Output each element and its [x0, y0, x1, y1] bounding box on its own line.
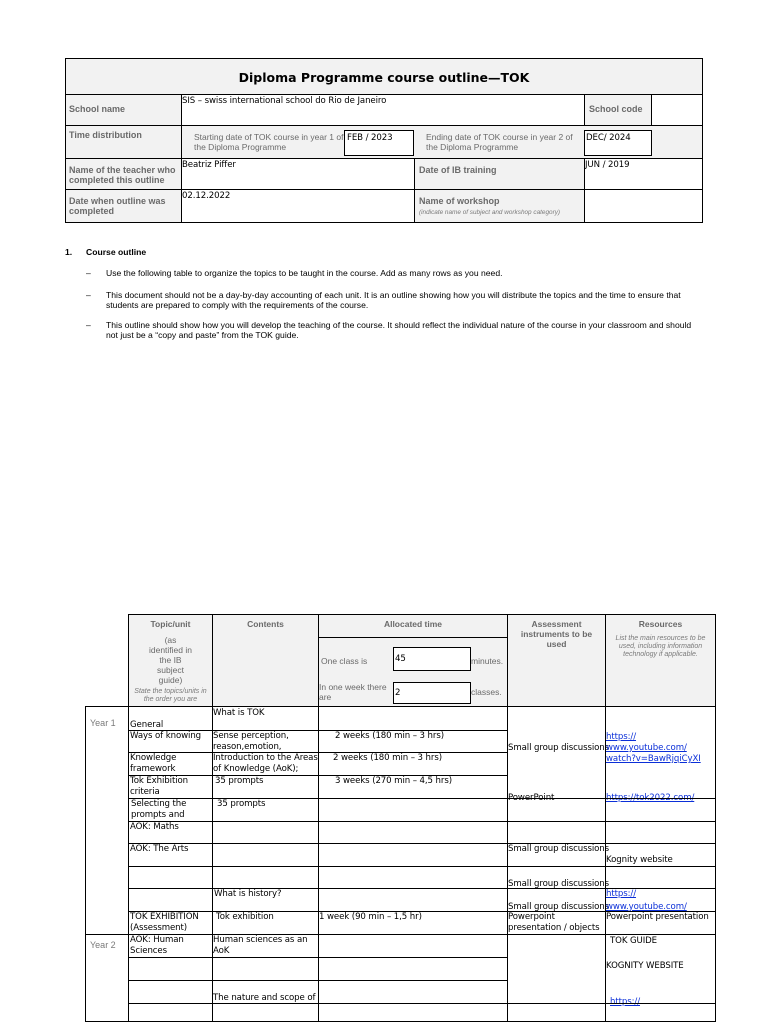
header-topic-hint: State the topics/units in the order you are [134, 688, 207, 703]
table-row-time [318, 706, 508, 731]
school-code-label-cell [584, 94, 652, 126]
table-row-resources [605, 934, 716, 1007]
week-value: 2 [395, 688, 401, 698]
cell-assessment: Small group discussions [508, 844, 610, 854]
workshop-label: Name of workshop [419, 196, 500, 206]
start-date-field[interactable] [344, 130, 414, 156]
header-resources-hint: List the main resources to be used, including information technology if applicable. [615, 635, 706, 658]
title-row [65, 58, 703, 95]
workshop-field[interactable] [584, 189, 703, 223]
table-row-time [318, 843, 508, 867]
header-topic: Topic/unit [150, 619, 191, 629]
table-row-topic [128, 934, 213, 958]
table-row-contents [212, 888, 319, 912]
ib-training-field[interactable] [584, 158, 703, 190]
week-input[interactable] [393, 682, 471, 704]
header-topic-cell [128, 614, 213, 707]
ib-training-value: JUN / 2019 [585, 160, 630, 170]
header-assessment-cell [507, 614, 606, 707]
header-contents-cell [212, 614, 319, 707]
table-row-time [318, 957, 508, 981]
time-distribution-cell [181, 125, 703, 159]
bullet-1: Use the following table to organize the topics to be taught in the course. Add as many rows as you need. [106, 268, 503, 278]
one-class-label: One class is [321, 656, 368, 666]
school-code-label: School code [589, 104, 643, 114]
youtube-link[interactable]: https:// www.youtube.com/ watch?v=BawRjqiCyXI [606, 732, 701, 764]
table-row-contents [212, 798, 319, 822]
start-date-label: Starting date of TOK course in year 1 of the Diploma Programme [194, 132, 344, 152]
table-row-topic [128, 775, 213, 799]
table-row-topic [128, 911, 213, 935]
table-row-topic [128, 798, 213, 822]
teacher-label-cell [65, 158, 182, 190]
year1-label: Year 1 [90, 718, 116, 728]
resource-link[interactable]: https:// [610, 997, 641, 1007]
cell-contents: The nature and scope of [213, 993, 316, 1003]
year2-cell [85, 934, 129, 1022]
time-distribution-label-cell [65, 125, 182, 159]
completed-label-cell [65, 189, 182, 223]
table-row-time [318, 1003, 508, 1022]
table-row-time [318, 821, 508, 844]
bullet-dash: – [86, 268, 91, 278]
cell-contents: What is TOK [213, 708, 265, 718]
ib-training-label: Date of IB training [419, 165, 497, 175]
one-class-value: 45 [395, 654, 406, 664]
table-row-assessment [507, 706, 610, 803]
table-row-resources [605, 911, 716, 935]
table-row-assessment [507, 866, 610, 889]
table-row-contents [212, 1003, 319, 1022]
table-row-topic [128, 1003, 213, 1022]
table-row-resources [605, 1003, 716, 1022]
cell-contents: Sense perception, reason,emotion, [213, 731, 289, 752]
section-heading: Course outline [86, 247, 147, 257]
completed-value: 02.12.2022 [182, 191, 231, 201]
cell-assessment: Small group discussions [508, 879, 610, 889]
table-row-resources [605, 798, 716, 822]
table-row-contents [212, 752, 319, 776]
table-row-time [318, 911, 508, 935]
ib-training-label-cell [414, 158, 585, 190]
table-row-time [318, 866, 508, 889]
cell-topic: Selecting the prompts and [131, 799, 187, 820]
cell-assessment-cut: PowerPoint [508, 793, 555, 803]
week-label: In one week there are [319, 682, 387, 702]
cell-resources: Kognity website [606, 855, 673, 865]
table-row-time [318, 775, 508, 799]
cell-contents: Introduction to the Areas of Knowledge (AoK); [213, 753, 318, 774]
youtube-link[interactable]: https:// [606, 889, 637, 899]
table-row-time [318, 730, 508, 753]
cell-topic: Tok Exhibition criteria [130, 776, 189, 797]
table-row-topic [128, 866, 213, 889]
table-row-assessment [507, 1003, 606, 1022]
cell-topic: AOK: Human Sciences [130, 935, 184, 956]
table-row-resources [605, 888, 716, 912]
cell-time: 2 weeks (180 min – 3 hrs) [335, 731, 444, 741]
bullet-3: This outline should show how you will develop the teaching of the course. It should reflect the individual nature of the course in your classroom and should not just be a “copy and paste” from the TOK guide. [106, 320, 692, 340]
table-row-contents [212, 866, 319, 889]
table-row-time [318, 934, 508, 958]
table-row-topic [128, 843, 213, 867]
year2-label: Year 2 [90, 940, 116, 950]
table-row-topic [128, 821, 213, 844]
tok-link[interactable]: https://tok2022.com/ [606, 793, 695, 803]
end-date-label: Ending date of TOK course in year 2 of the Diploma Programme [426, 132, 573, 152]
cell-contents: 35 prompts [217, 799, 266, 809]
classes-label: classes. [471, 687, 502, 697]
cell-resources: Powerpoint presentation [606, 912, 709, 922]
end-date-field[interactable] [584, 130, 652, 156]
table-row-assessment [507, 798, 606, 822]
start-date-value: FEB / 2023 [347, 133, 393, 143]
table-row-contents [212, 775, 319, 799]
cell-resources: TOK GUIDE [610, 936, 658, 946]
cell-topic: AOK: Maths [130, 822, 179, 832]
school-code-field[interactable] [651, 94, 703, 126]
table-row-topic [128, 730, 213, 753]
table-row-contents [212, 911, 319, 935]
cell-contents: Tok exhibition [216, 912, 274, 922]
cell-assessment: Small group discussions [508, 902, 610, 912]
table-row-assessment [507, 888, 610, 912]
teacher-field[interactable] [181, 158, 415, 190]
cell-topic: AOK: The Arts [130, 844, 189, 854]
table-row-assessment [507, 821, 606, 844]
header-resources-cell [605, 614, 716, 707]
cell-topic: Knowledge framework [130, 753, 177, 774]
cell-assessment: Small group discussions [508, 743, 610, 753]
school-name-label: School name [69, 104, 126, 114]
minutes-label: minutes. [471, 656, 504, 666]
cell-time: 2 weeks (180 min – 3 hrs) [333, 753, 442, 763]
school-name-field[interactable] [181, 94, 585, 126]
header-time-cell [318, 614, 508, 707]
bullet-2: This document should not be a day-by-day accounting of each unit. It is an outline showing how you will distribute the topics and the time to ensure that students are prepared to comply with the requirements of the course. [106, 290, 681, 310]
completed-label: Date when outline was completed [69, 196, 166, 216]
completed-field[interactable] [181, 189, 415, 223]
table-row-assessment [507, 843, 610, 867]
cell-time: 3 weeks (270 min – 4,5 hrs) [335, 776, 452, 786]
table-row-time [318, 980, 508, 1004]
table-row-topic [128, 752, 213, 776]
section-number: 1. [65, 247, 73, 257]
table-row-assessment [507, 934, 606, 1004]
table-row-topic [128, 980, 213, 1004]
header-contents: Contents [247, 619, 284, 629]
table-row-resources [605, 706, 716, 803]
cell-time: 1 week (90 min – 1,5 hr) [319, 912, 422, 922]
cell-contents: 35 prompts [215, 776, 264, 786]
teacher-value: Beatriz Piffer [182, 160, 236, 170]
table-row-resources [605, 821, 716, 844]
cell-topic: Ways of knowing [130, 731, 202, 741]
table-row-time [318, 752, 508, 776]
year1-cell [85, 706, 129, 935]
bullet-dash: – [86, 320, 91, 330]
one-class-input[interactable] [393, 647, 471, 671]
table-row-contents [212, 821, 319, 844]
school-name-value: SIS – swiss international school do Rio de Janeiro [182, 96, 387, 106]
table-row-topic [128, 888, 213, 912]
header-time: Allocated time [383, 619, 443, 629]
cell-topic: TOK EXHIBITION (Assessment) [130, 912, 199, 933]
header-resources: Resources [638, 619, 683, 629]
table-row-contents [212, 957, 319, 981]
table-row-time [318, 798, 508, 822]
cell-assessment: Powerpoint presentation / objects [508, 912, 600, 933]
table-row-contents [212, 934, 319, 958]
time-distribution-label: Time distribution [69, 130, 142, 140]
header-assessment: Assessment instruments to be used [520, 619, 593, 649]
table-row-topic [128, 706, 213, 731]
page-title: Diploma Programme course outline—TOK [238, 70, 530, 85]
cell-contents: Human sciences as an AoK [213, 935, 308, 956]
table-row-resources [605, 843, 716, 867]
table-row-resources [605, 866, 716, 899]
school-name-label-cell [65, 94, 182, 126]
cell-resources: KOGNITY WEBSITE [606, 961, 684, 971]
table-row-topic [128, 957, 213, 981]
workshop-label-cell [414, 189, 585, 223]
end-date-value: DEC/ 2024 [586, 133, 631, 143]
table-row-contents [212, 980, 319, 1004]
cell-topic: General [130, 720, 164, 730]
table-row-contents [212, 706, 319, 731]
table-row-contents [212, 843, 319, 867]
teacher-label: Name of the teacher who completed this outline [69, 165, 176, 185]
cell-contents: What is history? [214, 889, 282, 899]
table-row-contents [212, 730, 319, 753]
header-topic-sub: (as identified in the IB subject guide) [148, 635, 192, 685]
workshop-hint: (indicate name of subject and workshop category) [419, 209, 561, 216]
table-row-time [318, 888, 508, 912]
bullet-dash: – [86, 290, 91, 300]
youtube-link[interactable]: www.youtube.com/ [606, 902, 687, 912]
table-row-assessment [507, 911, 606, 935]
